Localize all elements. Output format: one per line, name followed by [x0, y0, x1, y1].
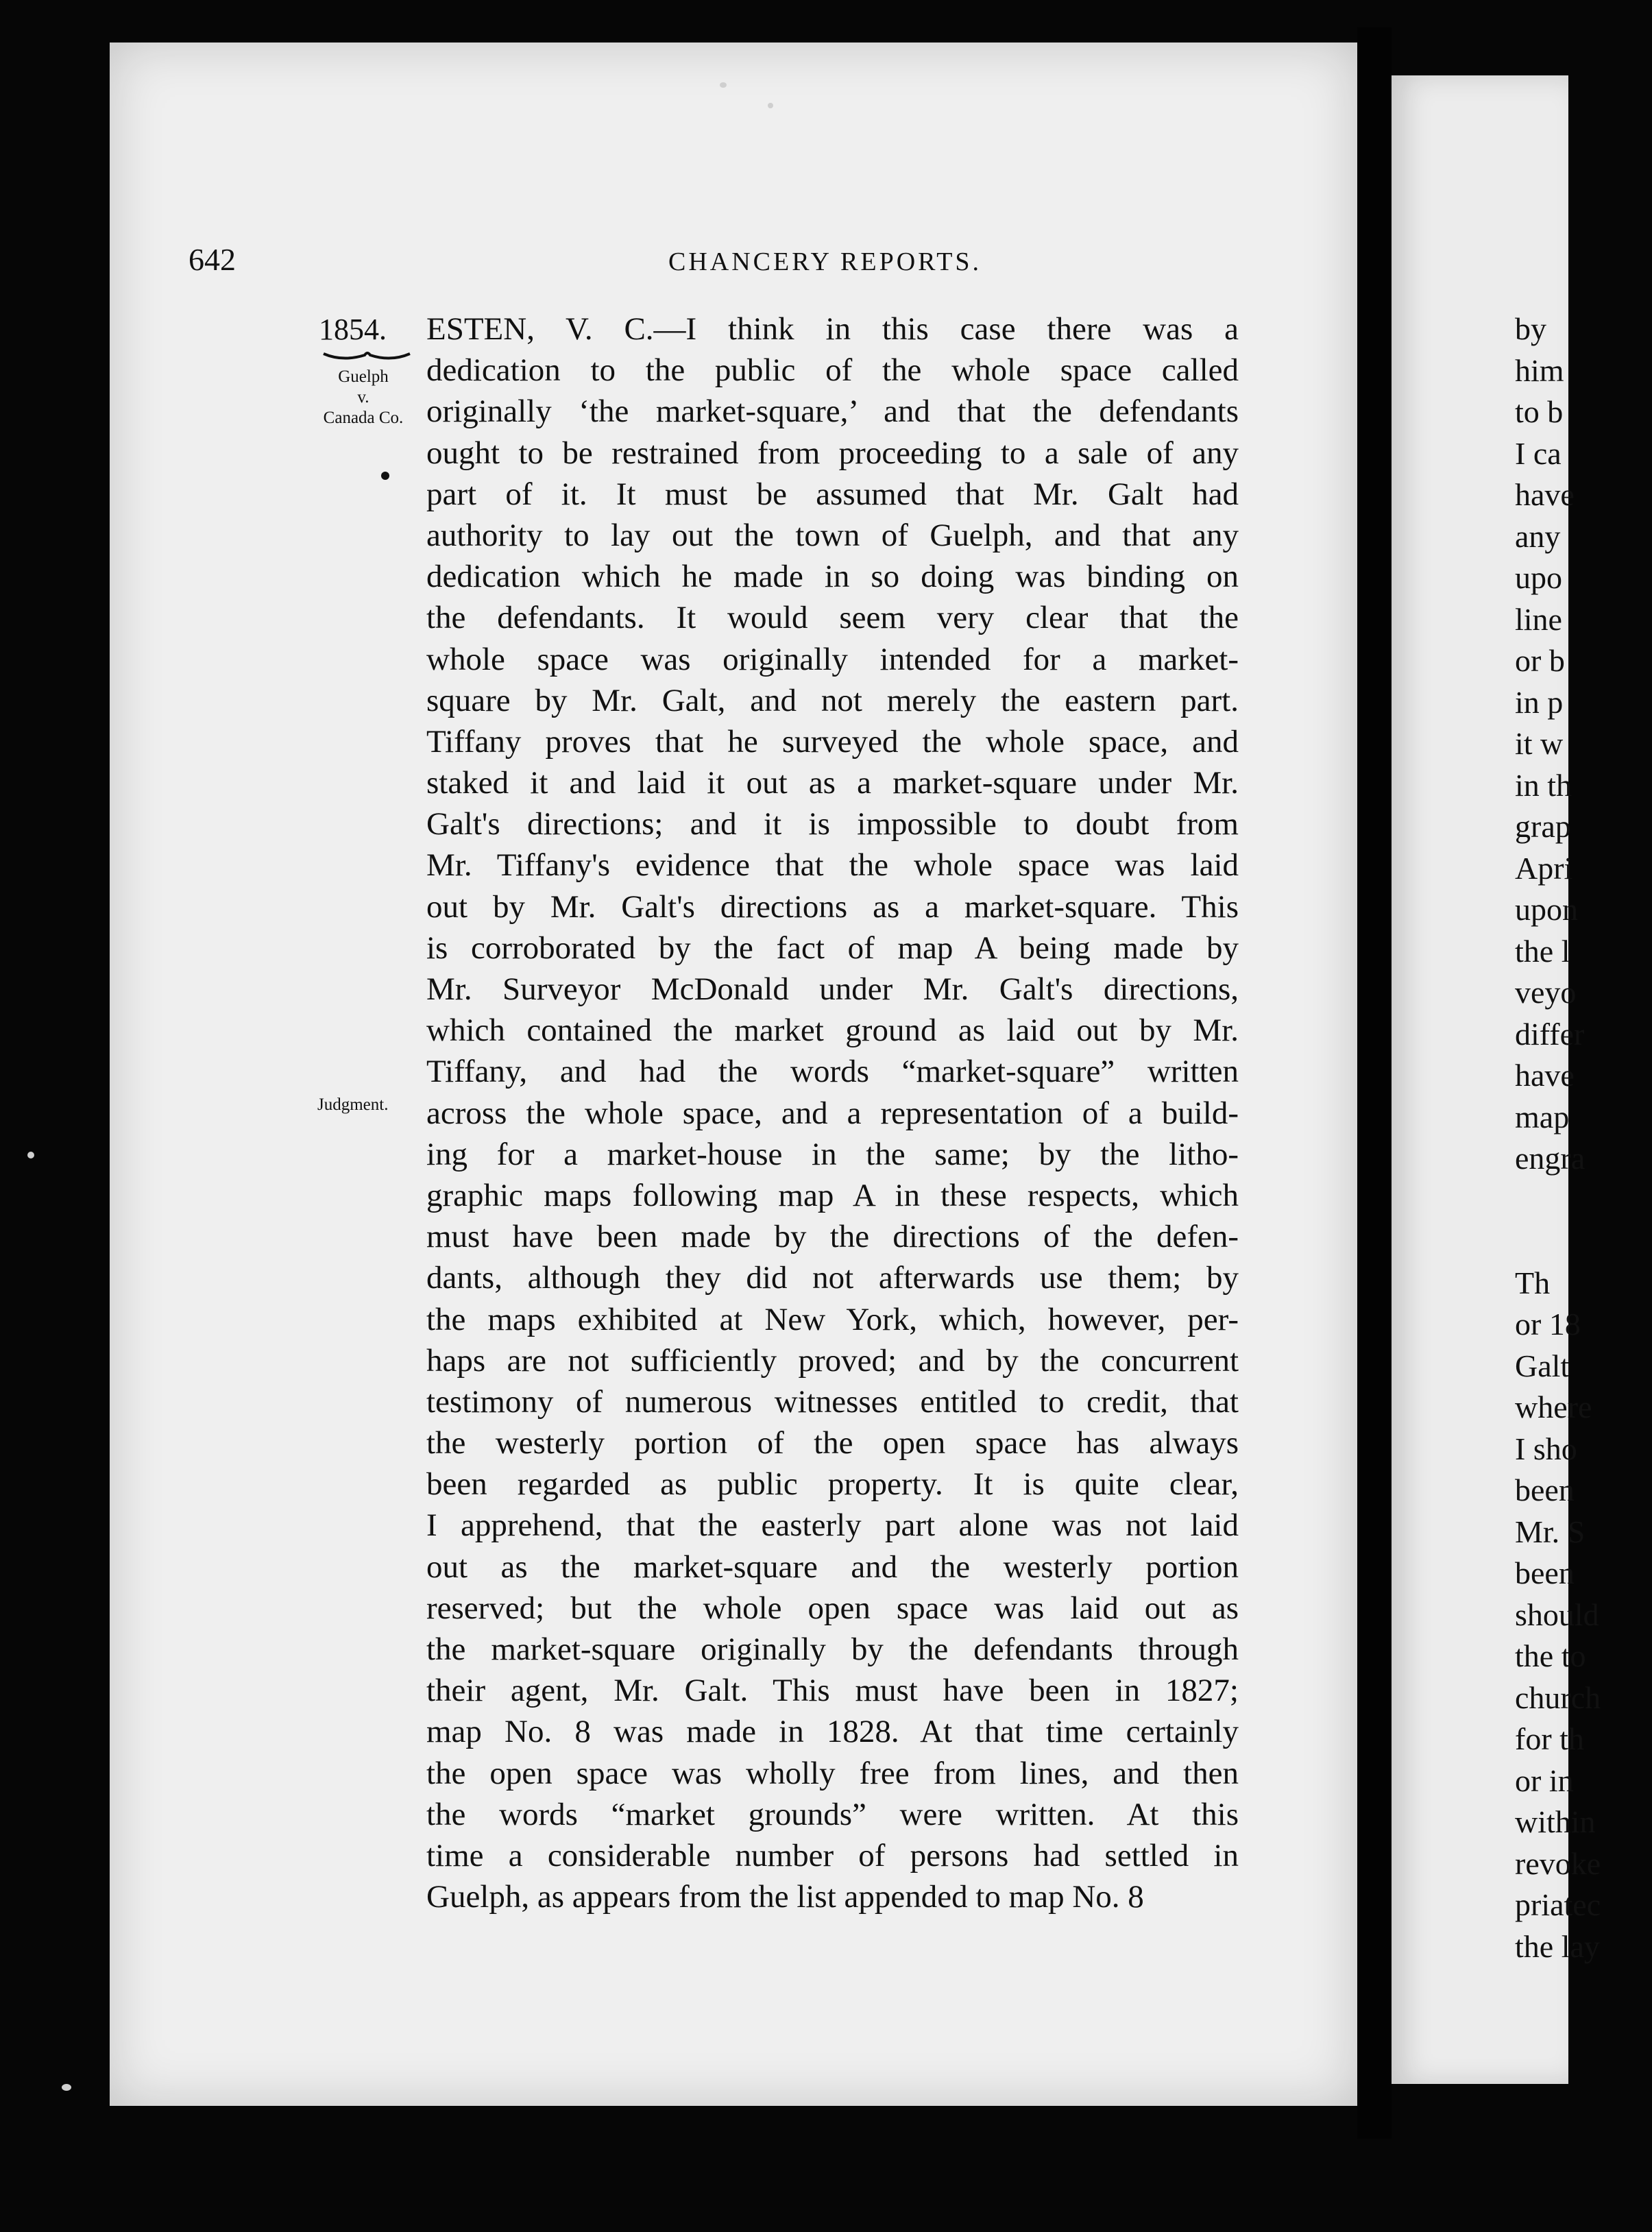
- facing-page-line: Galt: [1515, 1348, 1570, 1383]
- facing-page-line: been: [1515, 1555, 1575, 1590]
- running-head: CHANCERY REPORTS.: [668, 247, 982, 276]
- text-line: Mr. Tiffany's evidence that the whole space was laid: [426, 847, 1239, 884]
- paper-speck: [720, 82, 727, 88]
- facing-page-line: for th: [1515, 1721, 1584, 1756]
- facing-page-line: Apri: [1515, 850, 1573, 886]
- facing-page-line: I sho: [1515, 1431, 1577, 1466]
- text-line: which contained the market ground as laid out by Mr.: [426, 1012, 1239, 1049]
- paper-speck: [27, 1152, 34, 1159]
- text-line: I apprehend, that the easterly part alone was not laid: [426, 1507, 1239, 1544]
- margin-judgment-label: Judgment.: [317, 1095, 389, 1114]
- facing-page-line: line: [1515, 601, 1562, 637]
- text-line: ESTEN, V. C.—I think in this case there was a: [426, 311, 1239, 347]
- facing-page-line: the lay: [1515, 1928, 1600, 1964]
- text-line: dedication which he made in so doing was binding on: [426, 559, 1239, 595]
- facing-page-line: been: [1515, 1472, 1575, 1507]
- facing-page-line: in p: [1515, 684, 1564, 720]
- text-line: Galt's directions; and it is impossible to doubt from: [426, 806, 1239, 842]
- text-line: the words “market grounds” were written. At this: [426, 1796, 1239, 1832]
- text-line: ing for a market-house in the same; by the litho-: [426, 1136, 1239, 1172]
- text-line: dedication to the public of the whole space called: [426, 352, 1239, 389]
- text-line: whole space was originally intended for a market-: [426, 641, 1239, 677]
- text-line: square by Mr. Galt, and not merely the eastern part.: [426, 682, 1239, 718]
- facing-page-line: Th: [1515, 1265, 1551, 1300]
- text-line: their agent, Mr. Galt. This must have been in 1827;: [426, 1673, 1239, 1709]
- text-line: the market-square originally by the defendants through: [426, 1631, 1239, 1667]
- facing-page-line: or b: [1515, 643, 1565, 678]
- text-line: staked it and laid it out as a market-square under Mr.: [426, 765, 1239, 801]
- facing-page-line: the l: [1515, 933, 1570, 969]
- text-line: haps are not sufficiently proved; and by the concurrent: [426, 1342, 1239, 1379]
- paper-speck: [62, 2084, 71, 2091]
- facing-page-line: in th: [1515, 767, 1572, 803]
- facing-page-line: Mr. S: [1515, 1514, 1586, 1549]
- facing-page-text-fragment: [1515, 308, 1652, 1967]
- text-line: must have been made by the directions of the defen-: [426, 1219, 1239, 1255]
- margin-case-name: [295, 367, 432, 428]
- facing-page-line: priatec: [1515, 1887, 1601, 1922]
- facing-page-line: to b: [1515, 394, 1564, 429]
- text-line: graphic maps following map A in these respects, which: [426, 1177, 1239, 1213]
- text-line: time a considerable number of persons had settled in: [426, 1837, 1239, 1873]
- text-line: out by Mr. Galt's directions as a market-square. This: [426, 888, 1239, 925]
- margin-case-line: v.: [357, 388, 369, 407]
- margin-brace-icon: [322, 350, 411, 363]
- facing-page-line: should: [1515, 1597, 1599, 1632]
- facing-page-line: by: [1515, 311, 1546, 346]
- text-line: the open space was wholly free from lines, and then: [426, 1755, 1239, 1791]
- facing-page-line: or 18: [1515, 1307, 1581, 1342]
- text-line: is corroborated by the fact of map A being made by: [426, 930, 1239, 966]
- facing-page-line: any: [1515, 518, 1561, 554]
- facing-page-line: differ: [1515, 1016, 1585, 1052]
- text-line: testimony of numerous witnesses entitled to credit, that: [426, 1383, 1239, 1420]
- text-line: reserved; but the whole open space was laid out as: [426, 1590, 1239, 1626]
- facing-page-line: have: [1515, 477, 1575, 512]
- facing-page-line: within: [1515, 1804, 1596, 1839]
- facing-page-line: it w: [1515, 726, 1564, 761]
- facing-page-line: [1515, 1221, 1652, 1263]
- facing-page-line: him: [1515, 352, 1564, 388]
- facing-page-line: revoke: [1515, 1845, 1601, 1881]
- facing-page-line: [1515, 1180, 1652, 1222]
- margin-case-line: Guelph: [338, 367, 389, 386]
- facing-page-line: where: [1515, 1390, 1592, 1424]
- facing-page-line: or in: [1515, 1762, 1574, 1798]
- facing-page-line: upon: [1515, 892, 1578, 927]
- text-line: ought to be restrained from proceeding to a sale of any: [426, 435, 1239, 471]
- facing-page-line: have: [1515, 1058, 1575, 1093]
- judgment-text-block: [426, 308, 1239, 1917]
- paper-speck: [768, 103, 773, 108]
- book-gutter: [1357, 27, 1392, 2139]
- margin-year: 1854.: [319, 313, 387, 346]
- text-line: dants, although they did not afterwards use them; by: [426, 1260, 1239, 1296]
- text-line: the maps exhibited at New York, which, however, per-: [426, 1301, 1239, 1337]
- facing-page-line: veyo: [1515, 975, 1577, 1010]
- text-line: the defendants. It would seem very clear that the: [426, 600, 1239, 636]
- text-line: been regarded as public property. It is quite clear,: [426, 1466, 1239, 1503]
- facing-page-line: I ca: [1515, 435, 1562, 471]
- facing-page-line: grap: [1515, 809, 1571, 844]
- text-line: Mr. Surveyor McDonald under Mr. Galt's directions,: [426, 971, 1239, 1007]
- margin-case-line: Canada Co.: [323, 409, 404, 427]
- text-line: Tiffany proves that he surveyed the whole space, and: [426, 723, 1239, 760]
- text-line: part of it. It must be assumed that Mr. Galt had: [426, 476, 1239, 512]
- page-number: 642: [189, 242, 236, 277]
- facing-page-line: the to: [1515, 1638, 1586, 1673]
- text-line: the westerly portion of the open space has always: [426, 1425, 1239, 1461]
- text-line: authority to lay out the town of Guelph, and that any: [426, 517, 1239, 553]
- facing-page-line: engra: [1515, 1141, 1586, 1176]
- text-line: map No. 8 was made in 1828. At that time certainly: [426, 1714, 1239, 1750]
- text-line: across the whole space, and a representation of a build-: [426, 1095, 1239, 1131]
- text-line: Guelph, as appears from the list appended to map No. 8: [426, 1879, 1144, 1915]
- facing-page-line: church: [1515, 1679, 1601, 1715]
- text-line: originally ‘the market-square,’ and that the defendants: [426, 393, 1239, 430]
- text-line: out as the market-square and the westerly portion: [426, 1549, 1239, 1585]
- facing-page-line: map: [1515, 1099, 1570, 1135]
- margin-bullet-icon: [381, 472, 389, 480]
- facing-page-line: upo: [1515, 560, 1562, 595]
- text-line: Tiffany, and had the words “market-square” written: [426, 1054, 1239, 1090]
